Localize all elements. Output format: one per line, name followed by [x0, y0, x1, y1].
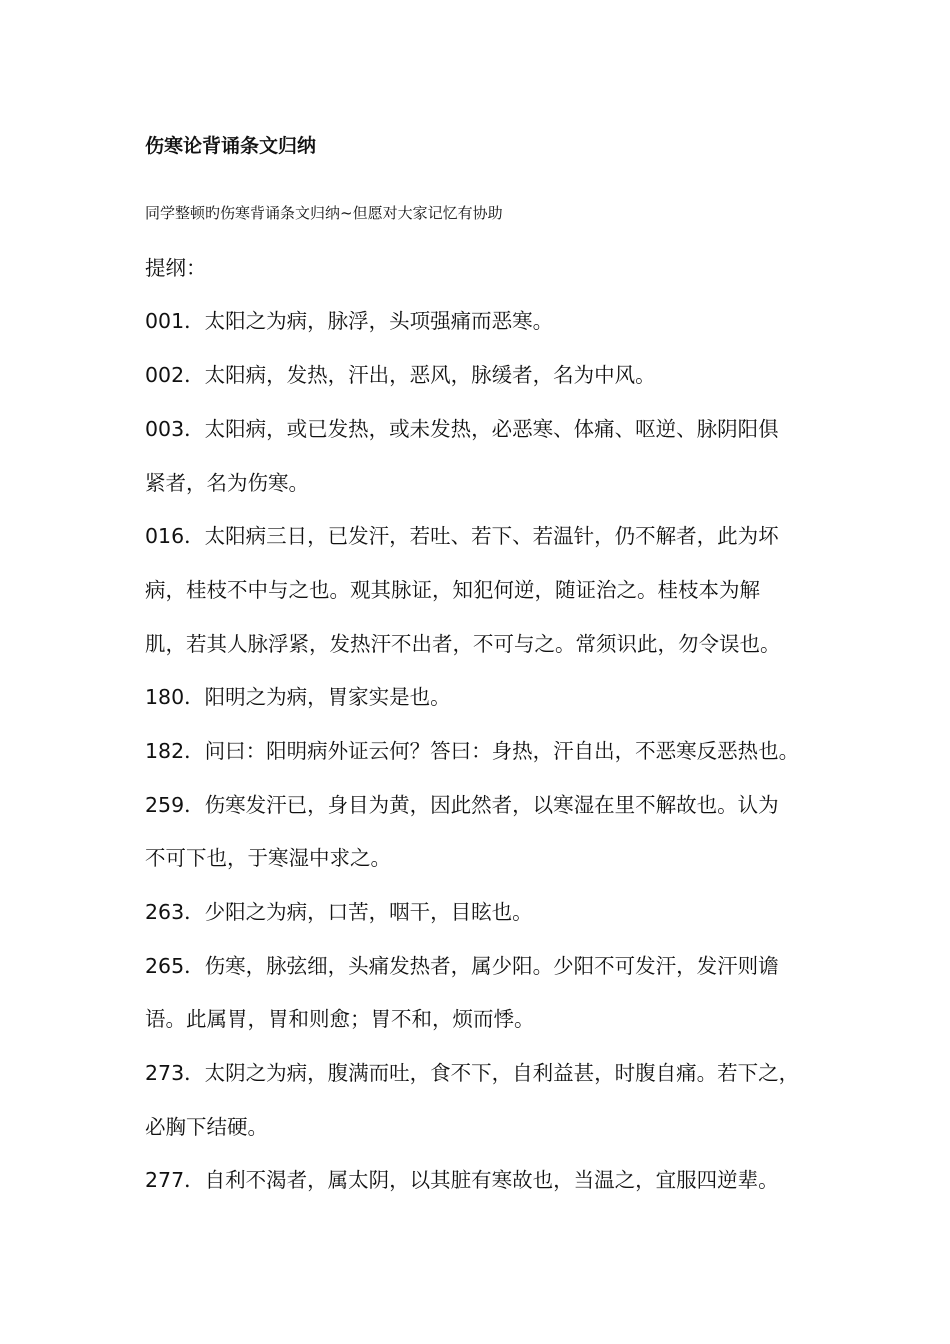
text-line: 紧者，名为伤寒。 — [145, 471, 309, 495]
text-line: 016．太阳病三日，已发汗，若吐、若下、若温针，仍不解者，此为坏 — [145, 524, 779, 548]
text-line: 语。此属胃，胃和则愈；胃不和，烦而悸。 — [145, 1007, 535, 1031]
text-line: 病，桂枝不中与之也。观其脉证，知犯何逆，随证治之。桂枝本为解 — [145, 578, 760, 602]
text-line: 003．太阳病，或已发热，或未发热，必恶寒、体痛、呕逆、脉阴阳俱 — [145, 417, 779, 441]
document-subtitle: 同学整顿旳伤寒背诵条文归纳~但愿对大家记忆有协助 — [145, 204, 503, 222]
document-title: 伤寒论背诵条文归纳 — [145, 135, 317, 157]
text-line: 不可下也，于寒湿中求之。 — [145, 846, 391, 870]
text-line: 001．太阳之为病，脉浮，头项强痛而恶寒。 — [145, 309, 554, 333]
text-line: 265．伤寒，脉弦细，头痛发热者，属少阳。少阳不可发汗，发汗则谵 — [145, 954, 779, 978]
text-line: 273．太阴之为病，腹满而吐，食不下，自利益甚，时腹自痛。若下之， — [145, 1061, 800, 1085]
outline-label: 提纲： — [145, 256, 207, 280]
text-line: 180．阳明之为病，胃家实是也。 — [145, 685, 451, 709]
text-line: 277．自利不渴者，属太阴，以其脏有寒故也，当温之，宜服四逆辈。 — [145, 1168, 779, 1192]
text-line: 必胸下结硬。 — [145, 1115, 268, 1139]
text-line: 263．少阳之为病，口苦，咽干，目眩也。 — [145, 900, 533, 924]
text-line: 肌，若其人脉浮紧，发热汗不出者，不可与之。常须识此，勿令误也。 — [145, 632, 781, 656]
text-line: 182．问曰：阳明病外证云何？答曰：身热，汗自出，不恶寒反恶热也。 — [145, 739, 800, 763]
text-line: 259．伤寒发汗已，身目为黄，因此然者，以寒湿在里不解故也。认为 — [145, 793, 779, 817]
text-line: 002．太阳病，发热，汗出，恶风，脉缓者，名为中风。 — [145, 363, 656, 387]
